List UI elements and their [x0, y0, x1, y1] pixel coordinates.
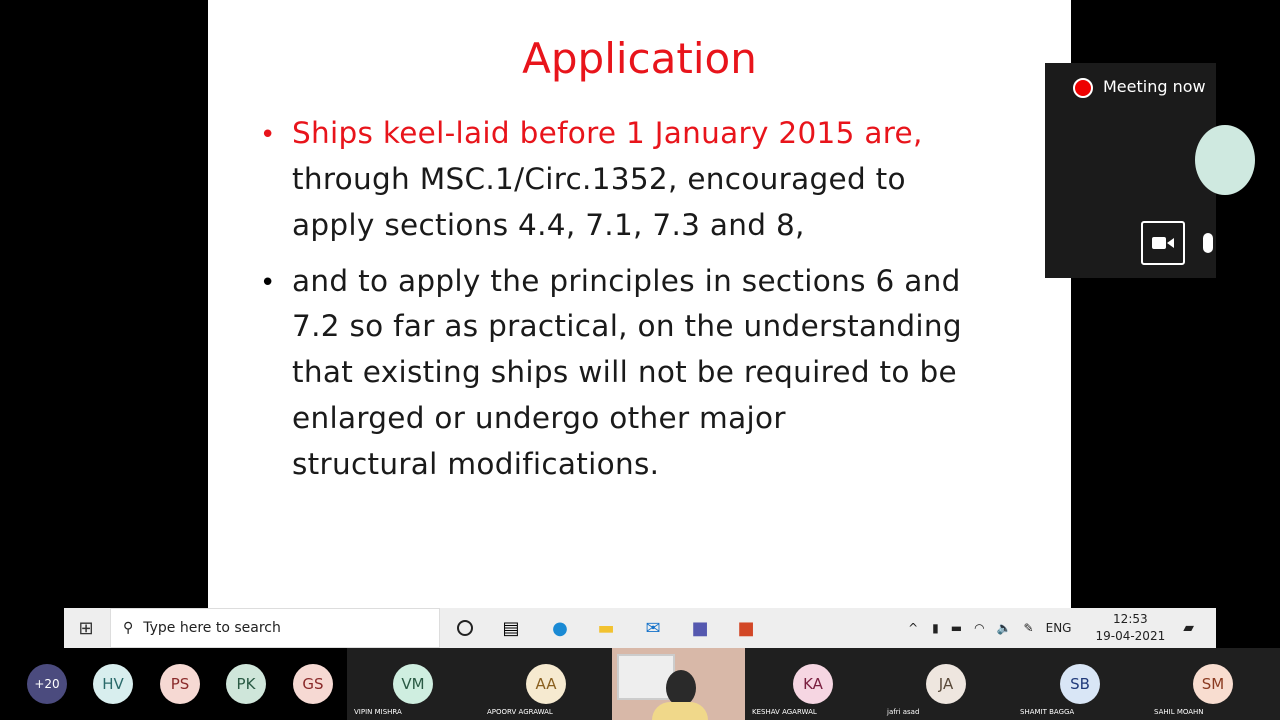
- slide-text-line: Ships keel-laid before 1 January 2015 are,: [292, 116, 923, 150]
- pen-icon[interactable]: ✎: [1023, 621, 1034, 635]
- slide-text-line: apply sections 4.4, 7.1, 7.3 and 8,: [292, 208, 805, 242]
- wifi-icon[interactable]: ◠: [974, 621, 985, 635]
- participant-avatar[interactable]: PK: [226, 664, 266, 704]
- search-icon: ⚲: [123, 620, 134, 636]
- slide-text-line: through MSC.1/Circ.1352, encouraged to: [292, 162, 906, 196]
- slide-text-line: and to apply the principles in sections 6 and: [292, 264, 961, 298]
- file-explorer-icon[interactable]: ▬: [597, 617, 615, 639]
- search-input[interactable]: [110, 608, 440, 648]
- battery-icon[interactable]: ▬: [950, 621, 963, 635]
- date: 19-04-2021: [1095, 629, 1166, 643]
- camera-button[interactable]: [1141, 221, 1185, 265]
- participant-avatar: KA: [793, 664, 833, 704]
- participant-avatar: SM: [1193, 664, 1233, 704]
- presentation-slide: [208, 0, 1071, 608]
- mail-icon[interactable]: ✉: [645, 617, 661, 639]
- bullet-marker: •: [260, 120, 276, 150]
- time: 12:53: [1113, 612, 1148, 626]
- slide-text-line: structural modifications.: [292, 447, 660, 481]
- participant-name: SAHIL MOAHN: [1154, 708, 1204, 716]
- windows-taskbar: [64, 608, 1216, 648]
- participant-name: VIPIN MISHRA: [354, 708, 402, 716]
- participant-avatar[interactable]: HV: [93, 664, 133, 704]
- participant-avatar: JA: [926, 664, 966, 704]
- windows-start-icon[interactable]: ⊞: [78, 617, 94, 639]
- recording-icon: [1073, 78, 1093, 98]
- chevron-up-icon[interactable]: ^: [908, 621, 919, 635]
- slide-text-line: 7.2 so far as practical, on the understanding: [292, 309, 962, 343]
- volume-icon[interactable]: 🔈: [996, 621, 1012, 635]
- avatar: [1195, 125, 1255, 195]
- participant-avatar: AA: [526, 664, 566, 704]
- microphone-icon[interactable]: ▮: [932, 621, 939, 635]
- powerpoint-icon[interactable]: ■: [737, 617, 755, 639]
- participant-name: KESHAV AGARWAL: [752, 708, 817, 716]
- notifications-icon[interactable]: ▰: [1183, 620, 1194, 636]
- participant-name: jafri asad: [887, 708, 920, 716]
- clock[interactable]: [1095, 611, 1165, 645]
- microphone-button[interactable]: [1203, 233, 1213, 253]
- bullet-marker: •: [260, 268, 276, 298]
- search-placeholder: Type here to search: [143, 620, 281, 636]
- language-indicator[interactable]: ENG: [1045, 621, 1072, 635]
- slide-text-line: that existing ships will not be required to be: [292, 355, 957, 389]
- task-view-icon[interactable]: ▤: [502, 617, 520, 639]
- slide-text-line: enlarged or undergo other major: [292, 401, 786, 435]
- more-participants-badge[interactable]: +20: [27, 664, 67, 704]
- participant-avatar[interactable]: PS: [160, 664, 200, 704]
- presenter-video[interactable]: [612, 648, 745, 720]
- system-tray: [900, 608, 1216, 648]
- participant-name: APOORV AGRAWAL: [487, 708, 553, 716]
- edge-icon[interactable]: ●: [552, 617, 568, 639]
- participant-avatar: SB: [1060, 664, 1100, 704]
- cortana-icon[interactable]: [453, 616, 477, 640]
- participant-name: SHAMIT BAGGA: [1020, 708, 1075, 716]
- meeting-label: Meeting now: [1103, 77, 1206, 96]
- teams-icon[interactable]: ■: [691, 617, 709, 639]
- participant-avatar[interactable]: GS: [293, 664, 333, 704]
- slide-title: Application: [522, 34, 757, 83]
- camera-icon: [1152, 236, 1174, 250]
- participant-avatar: VM: [393, 664, 433, 704]
- meeting-mini-window[interactable]: [1045, 63, 1216, 278]
